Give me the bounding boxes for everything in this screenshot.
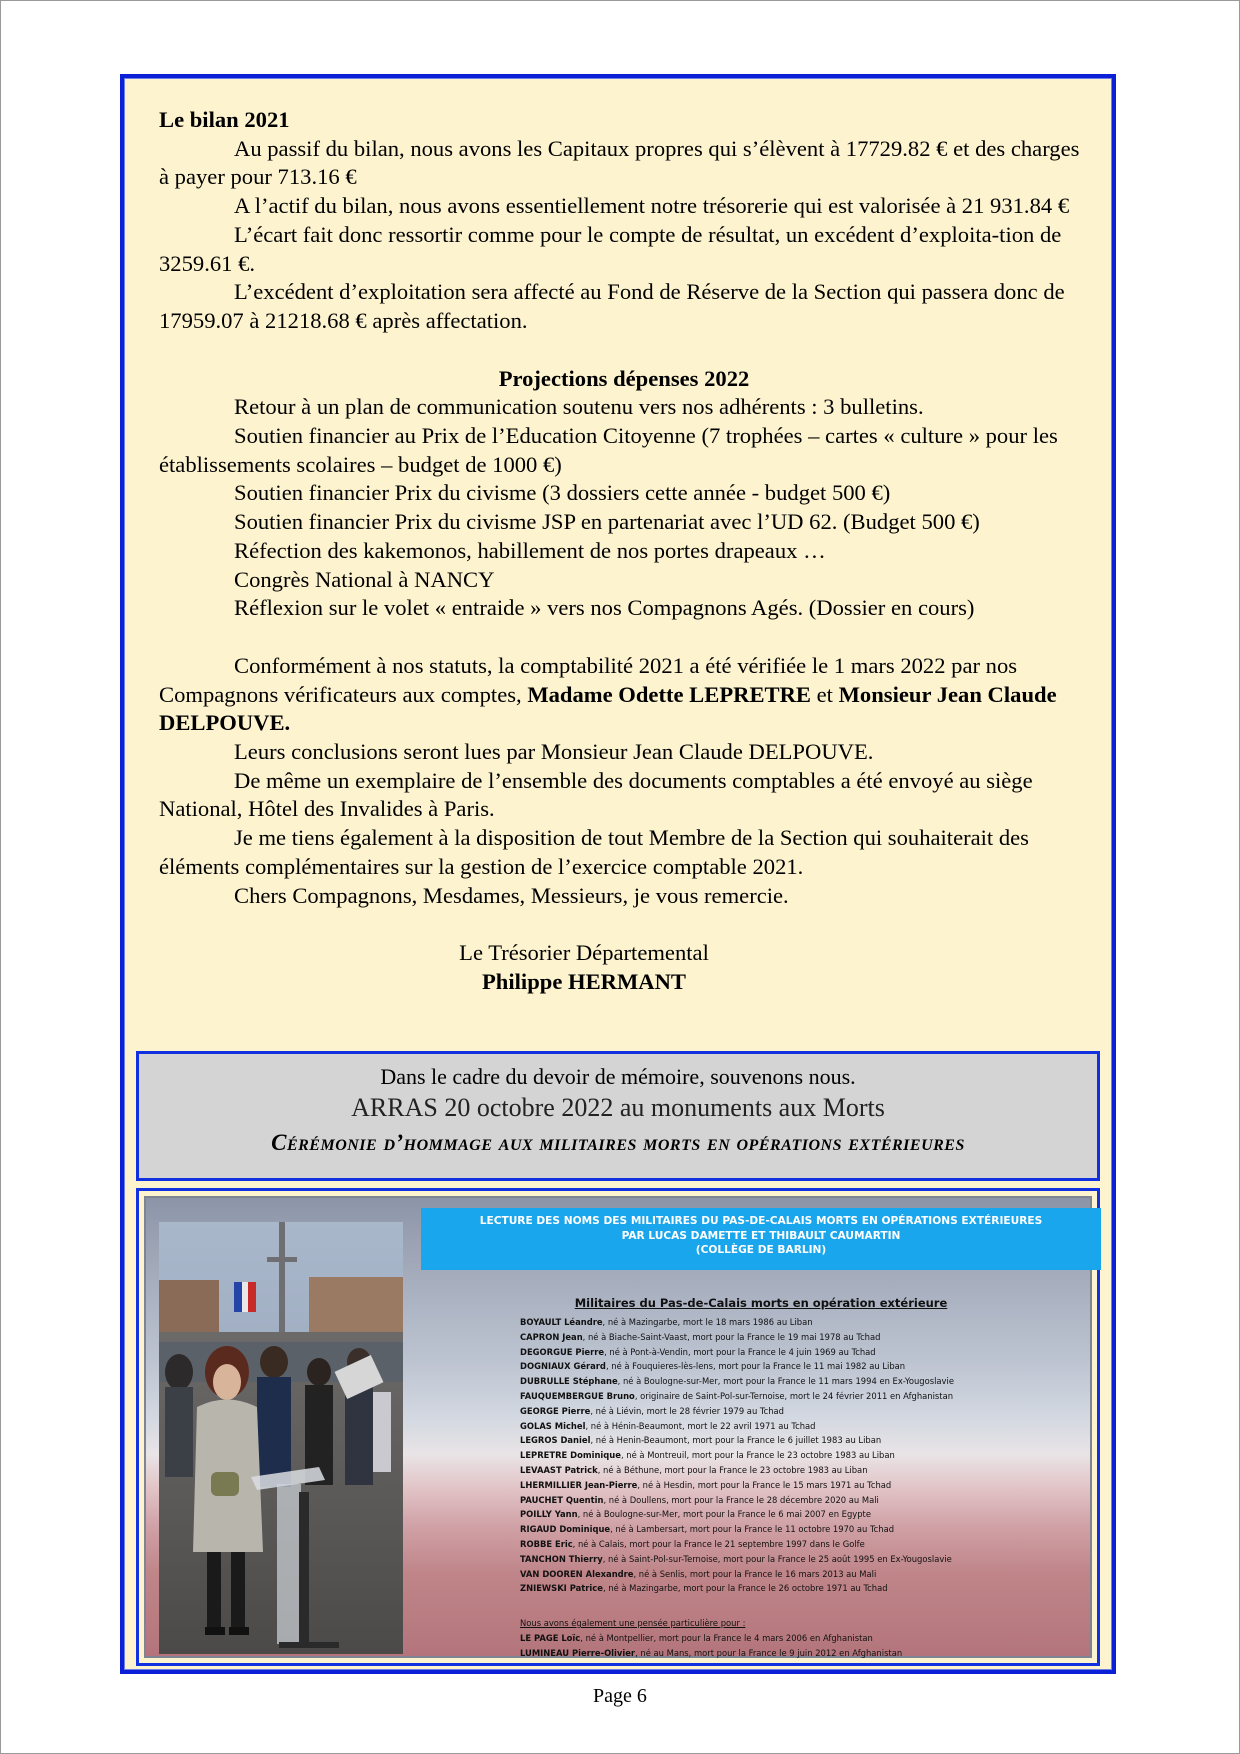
soldier-name: BOYAULT Léandre [520,1317,603,1327]
soldier-name: ROBBE Eric [520,1538,573,1549]
conclusion-paragraph-2: Leurs conclusions seront lues par Monsieur Jean Claude DELPOUVE. [234,739,874,765]
auditor-name-2: Monsieur Jean Claude DELPOUVE. [159,681,1057,736]
soldier-name: LHERMILLIER Jean-Pierre [520,1479,638,1490]
projection-item: Congrès National à NANCY [234,566,495,592]
soldier-detail: , originaire de Saint-Pol-sur-Ternoise, mort le 24 février 2011 en Afghanistan [634,1390,954,1401]
soldier-detail: , né à Boulogne-sur-Mer, mort pour la France le 6 mai 2007 en Egypte [577,1509,871,1520]
soldier-name: DUBRULLE Stéphane [520,1376,618,1387]
memorial-banner [136,1051,1100,1181]
soldier-name: TANCHON Thierry [520,1553,603,1564]
soldier-detail: , né à Calais, mort pour la France le 21 septembre 1997 dans le Golfe [572,1538,865,1549]
soldier-detail: , né à Doullens, mort pour la France le 28 décembre 2020 au Mali [603,1494,879,1505]
poster [144,1196,1092,1658]
soldier-name: GEORGE Pierre [520,1405,591,1416]
soldier-detail: , né à Lambersart, mort pour la France le 11 octobre 1970 au Tchad [610,1524,895,1535]
soldier-name: LEVAAST Patrick [520,1464,598,1475]
projection-item: Soutien financier Prix du civisme JSP en partenariat avec l’UD 62. (Budget 500 €) [234,509,980,535]
list-item [520,1522,1120,1537]
bilan-paragraph-1: Au passif du bilan, nous avons les Capitaux propres qui s’élèvent à 17729.82 € et des charges à payer pour 713.16 € [159,135,1080,190]
signature-name: Philippe HERMANT [482,968,686,994]
soldier-detail: , né à Mazingarbe, mort le 18 mars 1986 au Liban [602,1317,813,1327]
soldier-name: ZNIEWSKI Patrice [520,1583,603,1594]
projections-heading: Projections dépenses 2022 [498,365,750,391]
soldier-detail: , né à Senlis, mort pour la France le 16 mars 2013 au Mali [633,1568,877,1579]
projection-item: Réflexion sur le volet « entraide » vers nos Compagnons Agés. (Dossier en cours) [234,595,975,621]
memorial-date-place: ARRAS 20 octobre 2022 au monuments aux Morts [351,1093,885,1122]
projection-item: Soutien financier Prix du civisme (3 dossiers cette année - budget 500 €) [234,480,891,506]
signature-role: Le Trésorier Départemental [459,940,709,966]
ceremony-photo [159,1222,403,1654]
conclusion-paragraph-1 [159,652,1089,738]
soldier-detail: , né à Biache-Saint-Vaast, mort pour la France le 19 mai 1978 au Tchad [582,1331,881,1342]
auditor-name-1: Madame Odette LEPRETRE [527,681,811,707]
conclusion-paragraph-4: Je me tiens également à la disposition de tout Membre de la Section qui souhaiterait des éléments complémentaires sur la gestion de l’exercice comptable 2021. [159,825,1029,879]
soldier-detail: , né à Montreuil, mort pour la France le 23 octobre 1983 au Liban [620,1450,895,1461]
bilan-heading: Le bilan 2021 [159,107,290,132]
soldier-name: VAN DOOREN Alexandre [520,1568,634,1579]
soldier-detail: , né à Saint-Pol-sur-Ternoise, mort pour la France le 25 août 1995 en Ex-Yougoslavie [602,1553,952,1564]
list-item [520,1315,1120,1330]
soldier-name: PAUCHET Quentin [520,1494,604,1505]
conclusion-and: et [810,681,839,707]
soldier-name: LE PAGE Loïc [520,1632,581,1643]
list-item [520,1631,1120,1646]
spacer [159,336,1089,365]
soldier-detail: , né à Béthune, mort pour la France le 23 octobre 1983 au Liban [597,1464,868,1475]
soldier-detail: , né à Mazingarbe, mort pour la France le 26 octobre 1971 au Tchad [602,1583,888,1594]
soldier-detail: , né à Liévin, mort le 28 février 1979 au Tchad [590,1405,784,1416]
poster-title-box [421,1208,1101,1270]
soldier-name: DEGORGUE Pierre [520,1346,605,1357]
soldier-name: LUMINEAU Pierre-Olivier [520,1647,636,1658]
poster-frame [136,1188,1100,1666]
projection-item: Soutien financier au Prix de l’Education Citoyenne (7 trophées – cartes « culture » pour les établissements scolaires – budget de 1000 €) [159,423,1058,477]
poster-title-line: LECTURE DES NOMS DES MILITAIRES DU PAS-DE-CALAIS MORTS EN OPÉRATIONS EXTÉRIEURES [479,1215,1043,1227]
list-item [520,1463,1120,1478]
memorial-ceremony-title: Cérémonie d’hommage aux militaires morts en opérations extérieures [271,1130,965,1155]
list-item [520,1537,1120,1552]
bilan-paragraph-2: A l’actif du bilan, nous avons essentiellement notre trésorerie qui est valorisée à 21 931.84 € [234,193,1070,219]
memorial-intro: Dans le cadre du devoir de mémoire, souvenons nous. [380,1064,856,1089]
ceremony-photo-illustration [159,1222,403,1654]
list-item [520,1359,1120,1374]
list-item [520,1507,1120,1522]
soldier-name: LEGROS Daniel [520,1435,591,1446]
soldier-name: RIGAUD Dominique [520,1524,611,1535]
list-item [520,1345,1120,1360]
list-item [520,1389,1120,1404]
soldier-detail: , né au Mans, mort pour la France le 9 juin 2012 en Afghanistan [635,1647,903,1658]
soldier-names-list [520,1315,1120,1596]
soldier-name: DOGNIAUX Gérard [520,1361,606,1372]
list-item [520,1478,1120,1493]
list-item [520,1581,1120,1596]
spacer [159,623,1089,652]
list-item [520,1330,1120,1345]
soldier-detail: , né à Henin-Beaumont, mort pour la France le 6 juillet 1983 au Liban [590,1435,882,1446]
article-body [159,106,1089,997]
soldier-detail: , né à Hesdin, mort pour la France le 15 mars 1971 au Tchad [637,1479,892,1490]
soldier-name: GOLAS Michel [520,1420,586,1431]
projection-item: Retour à un plan de communication soutenu vers nos adhérents : 3 bulletins. [234,394,924,420]
conclusion-text: Conformément à nos statuts, la comptabilité 2021 a été vérifiée le 1 mars 2022 par nos Compagnons vérificateurs aux comptes, [159,652,1018,707]
soldier-detail: , né à Boulogne-sur-Mer, mort pour la France le 11 mars 1994 en Ex-Yougoslavie [617,1376,954,1387]
soldier-detail: , né à Fouquieres-lès-lens, mort pour la France le 11 mai 1982 au Liban [605,1361,906,1372]
list-item [520,1493,1120,1508]
list-item [520,1374,1120,1389]
additional-names [520,1616,1120,1660]
list-item [520,1433,1120,1448]
list-item [520,1404,1120,1419]
poster-title-line: PAR LUCAS DAMETTE ET THIBAULT CAUMARTIN [621,1229,901,1242]
soldier-name: FAUQUEMBERGUE Bruno [520,1390,635,1401]
soldier-name: CAPRON Jean [520,1331,583,1342]
content-frame [120,74,1116,1674]
soldier-name: LEPRETRE Dominique [520,1450,621,1461]
soldier-detail: , né à Montpellier, mort pour la France le 4 mars 2006 en Afghanistan [580,1632,873,1643]
list-item [520,1552,1120,1567]
poster-title-line: (COLLÈGE DE BARLIN) [695,1244,827,1256]
page-number: Page 6 [593,1685,647,1707]
list-item [520,1448,1120,1463]
list-item [520,1646,1120,1661]
bilan-paragraph-4: L’excédent d’exploitation sera affecté au Fond de Réserve de la Section qui passera donc de 17959.07 à 21218.68 € après affectation. [159,279,1065,333]
bilan-paragraph-3: L’écart fait donc ressortir comme pour le compte de résultat, un excédent d’exploita-tion de 3259.61 €. [159,221,1062,276]
additional-note: Nous avons également une pensée particulière pour : [520,1618,746,1628]
conclusion-paragraph-5: Chers Compagnons, Mesdames, Messieurs, je vous remercie. [234,882,789,908]
soldier-detail: , né à Hénin-Beaumont, mort le 22 avril 1971 au Tchad [585,1420,816,1431]
list-item [520,1567,1120,1582]
soldier-detail: , né à Pont-à-Vendin, mort pour la France le 4 juin 1969 au Tchad [604,1346,876,1357]
list-item [520,1419,1120,1434]
conclusion-paragraph-3: De même un exemplaire de l’ensemble des documents comptables a été envoyé au siège National, Hôtel des Invalides à Paris. [159,767,1033,822]
soldier-name: POILLY Yann [520,1509,578,1520]
poster-list-heading: Militaires du Pas-de-Calais morts en opération extérieure [574,1296,948,1310]
spacer [159,910,1089,939]
projection-item: Réfection des kakemonos, habillement de nos portes drapeaux … [234,537,826,563]
